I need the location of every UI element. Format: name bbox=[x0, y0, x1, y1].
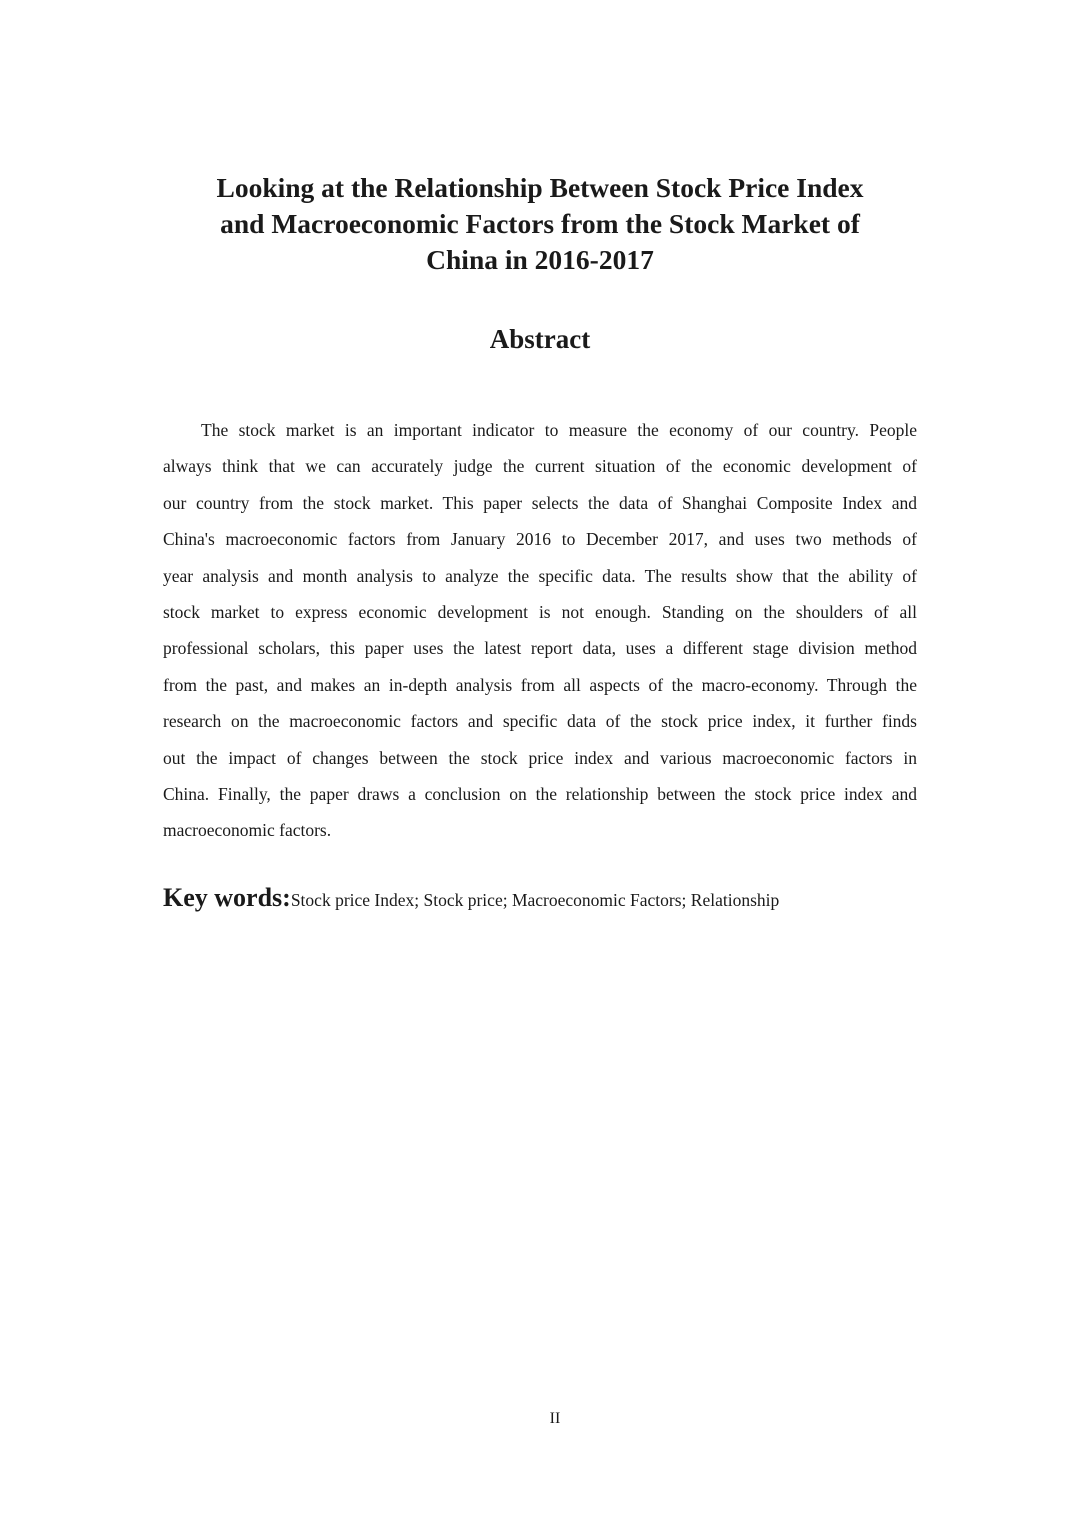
title-line: and Macroeconomic Factors from the Stock Market of bbox=[220, 208, 860, 239]
abstract-line: out the impact of changes between the stock price index and various macroeconomic factors in bbox=[163, 747, 917, 768]
abstract-line: macroeconomic factors. bbox=[163, 820, 332, 841]
abstract-line: professional scholars, this paper uses the latest report data, uses a different stage division method bbox=[163, 638, 917, 659]
keywords-label: Key words: bbox=[163, 883, 291, 912]
abstract-line: always think that we can accurately judge the current situation of the economic development of bbox=[163, 456, 917, 477]
page-number: II bbox=[549, 1410, 561, 1427]
keywords bbox=[163, 880, 923, 918]
title-line: China in 2016-2017 bbox=[426, 244, 654, 275]
paper-title bbox=[150, 170, 930, 278]
abstract-heading: Abstract bbox=[489, 324, 591, 354]
abstract-line: stock market to express economic development is not enough. Standing on the shoulders of all bbox=[163, 602, 917, 623]
abstract-line: year analysis and month analysis to analyze the specific data. The results show that the ability of bbox=[163, 565, 917, 586]
abstract-line: research on the macroeconomic factors and specific data of the stock price index, it further finds bbox=[163, 711, 917, 732]
keywords-text: Stock price Index; Stock price; Macroeconomic Factors; Relationship bbox=[290, 890, 780, 910]
abstract-line: The stock market is an important indicator to measure the economy of our country. People bbox=[201, 420, 917, 440]
abstract-line: China. Finally, the paper draws a conclusion on the relationship between the stock price index and bbox=[163, 784, 917, 805]
abstract-line: China's macroeconomic factors from January 2016 to December 2017, and uses two methods of bbox=[163, 529, 917, 550]
abstract-line: our country from the stock market. This paper selects the data of Shanghai Composite Index and bbox=[163, 492, 917, 513]
abstract-body bbox=[163, 412, 917, 849]
abstract-line: from the past, and makes an in-depth analysis from all aspects of the macro-economy. Through the bbox=[163, 674, 917, 695]
title-line: Looking at the Relationship Between Stock Price Index bbox=[216, 172, 864, 203]
